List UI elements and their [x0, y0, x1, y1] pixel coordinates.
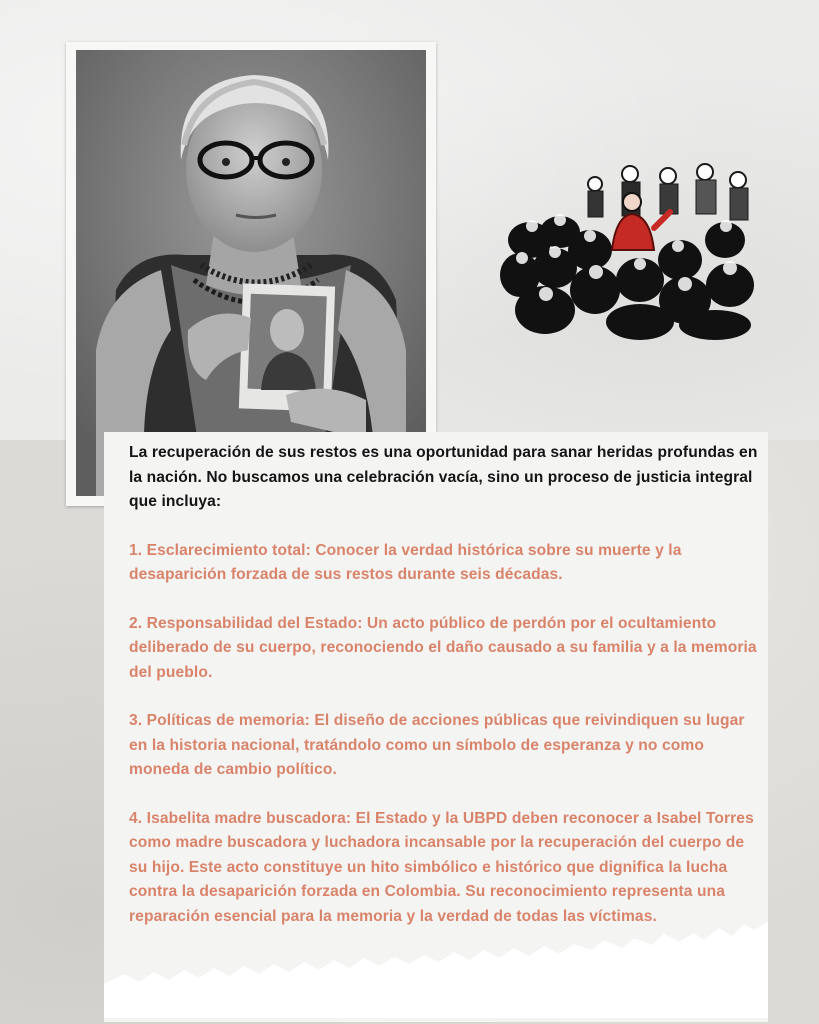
item-esclarecimiento: 1. Esclarecimiento total: Conocer la verdad histórica sobre su muerte y la desaparición forzada de sus restos durante seis décadas. — [129, 541, 682, 583]
intro-paragraph: La recuperación de sus restos es una oportunidad para sanar heridas profundas en la nación. No buscamos una celebración vacía, sino un proceso de justicia integral que incluya: — [129, 444, 758, 510]
portrait-image — [76, 50, 426, 496]
crowd-illustration — [500, 160, 762, 347]
item-politicas-memoria: 3. Políticas de memoria: El diseño de acciones públicas que reivindiquen su lugar en la historia nacional, tratándolo como un símbolo de esperanza y no como moneda de cambio político. — [129, 712, 745, 778]
item-isabelita: 4. Isabelita madre buscadora: El Estado y la UBPD deben reconocer a Isabel Torres como madre buscadora y luchadora incansable por la recuperación del cuerpo de su hijo. Este acto constituye un hito simbólico e histórico que dignifica la lucha contra la desaparición forzada en Colombia. Su reconocimiento representa una reparación esencial para la memoria y la verdad de todas las víctimas. — [129, 809, 754, 925]
text-body — [129, 441, 759, 953]
item-responsabilidad: 2. Responsabilidad del Estado: Un acto público de perdón por el ocultamiento deliberado de su cuerpo, reconociendo el daño causado a su familia y a la memoria del pueblo. — [129, 614, 757, 681]
crowd-image — [500, 160, 762, 342]
